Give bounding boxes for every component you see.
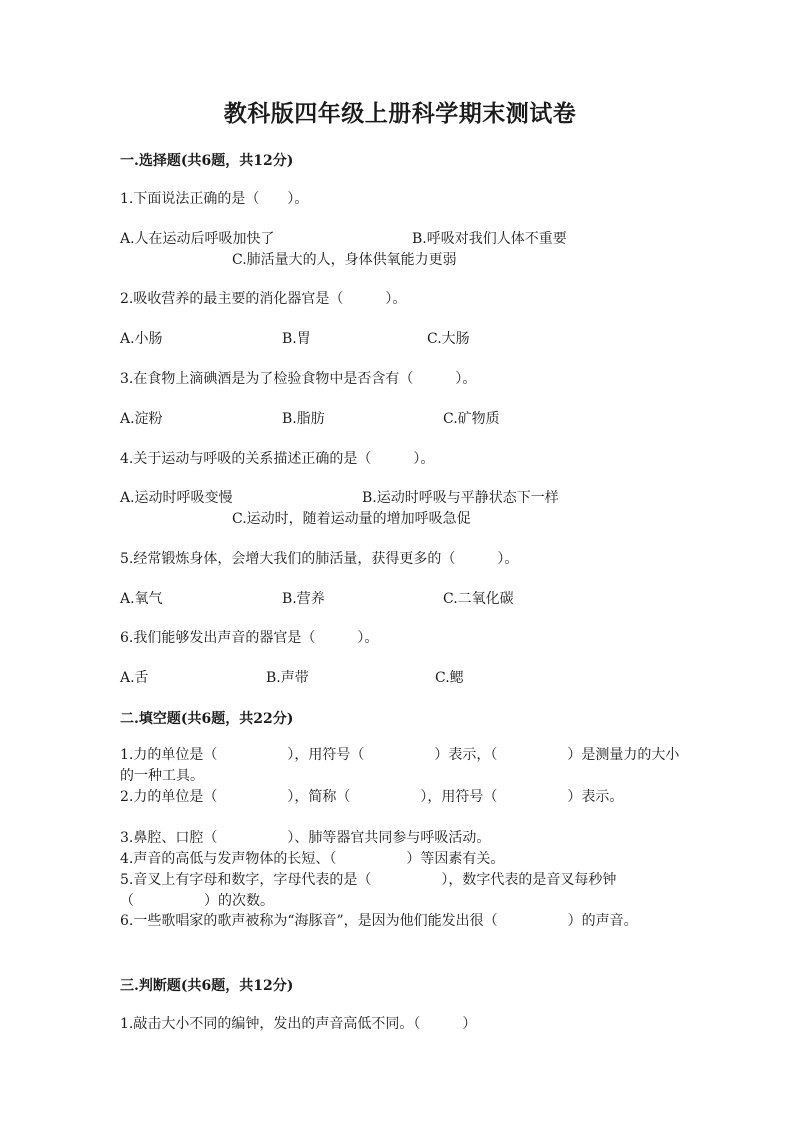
question-5-option-c: C.二氧化碳: [443, 591, 514, 607]
question-2-option-a: A.小肠: [120, 331, 163, 347]
question-5-option-a: A.氧气: [120, 591, 163, 607]
exam-title: 教科版四年级上册科学期末测试卷: [223, 100, 577, 127]
question-5-stem: 5.经常锻炼身体，会增大我们的肺活量，获得更多的（ ）。: [120, 551, 519, 567]
section-heading-fill: 二.填空题(共6题，共22分): [120, 711, 294, 727]
question-3-option-b: B.脂肪: [282, 411, 325, 427]
fill-item-6: 6.一些歌唱家的歌声被称为“海豚音”，是因为他们能发出很（ ）的声音。: [120, 913, 638, 929]
question-4-option-b: B.运动时呼吸与平静状态下一样: [362, 490, 559, 506]
question-2-stem: 2.吸收营养的最主要的消化器官是（ ）。: [120, 291, 407, 307]
fill-item-1: 1.力的单位是（ ），用符号（ ）表示，（ ）是测量力的大小的一种工具。: [120, 747, 680, 784]
section-heading-choice: 一.选择题(共6题，共12分): [120, 153, 294, 169]
question-3-stem: 3.在食物上滴碘酒是为了检验食物中是否含有（ ）。: [120, 371, 477, 387]
question-3-option-c: C.矿物质: [443, 411, 500, 427]
question-2-option-b: B.胃: [282, 331, 311, 347]
question-1-option-a: A.人在运动后呼吸加快了: [120, 231, 275, 247]
question-6-option-c: C.鳃: [435, 670, 464, 686]
question-1-stem: 1.下面说法正确的是（ ）。: [120, 191, 309, 207]
question-4-option-c: C.运动时，随着运动量的增加呼吸急促: [232, 511, 471, 527]
question-4-option-a: A.运动时呼吸变慢: [120, 490, 233, 506]
question-2-option-c: C.大肠: [427, 331, 470, 347]
question-6-option-b: B.声带: [266, 670, 309, 686]
judge-question-1-stem: 1.敲击大小不同的编钟，发出的声音高低不同。（ ）: [120, 1016, 477, 1032]
question-6-stem: 6.我们能够发出声音的器官是（ ）。: [120, 630, 379, 646]
section-heading-judge: 三.判断题(共6题，共12分): [120, 978, 294, 994]
question-1-option-b: B.呼吸对我们人体不重要: [412, 231, 567, 247]
fill-item-5: 5.音叉上有字母和数字，字母代表的是（ ），数字代表的是音叉每秒钟（ ）的次数。: [120, 872, 617, 909]
question-1-option-c: C.肺活量大的人，身体供氧能力更弱: [232, 252, 457, 268]
question-4-stem: 4.关于运动与呼吸的关系描述正确的是（ ）。: [120, 451, 435, 467]
fill-item-2: 2.力的单位是（ ），简称（ ），用符号（ ）表示。: [120, 789, 624, 805]
question-3-option-a: A.淀粉: [120, 411, 163, 427]
fill-item-4: 4.声音的高低与发声物体的长短、（ ）等因素有关。: [120, 851, 505, 867]
question-5-option-b: B.营养: [282, 591, 325, 607]
question-6-option-a: A.舌: [120, 670, 149, 686]
fill-item-3: 3.鼻腔、口腔（ ）、肺等器官共同参与呼吸活动。: [120, 830, 491, 846]
